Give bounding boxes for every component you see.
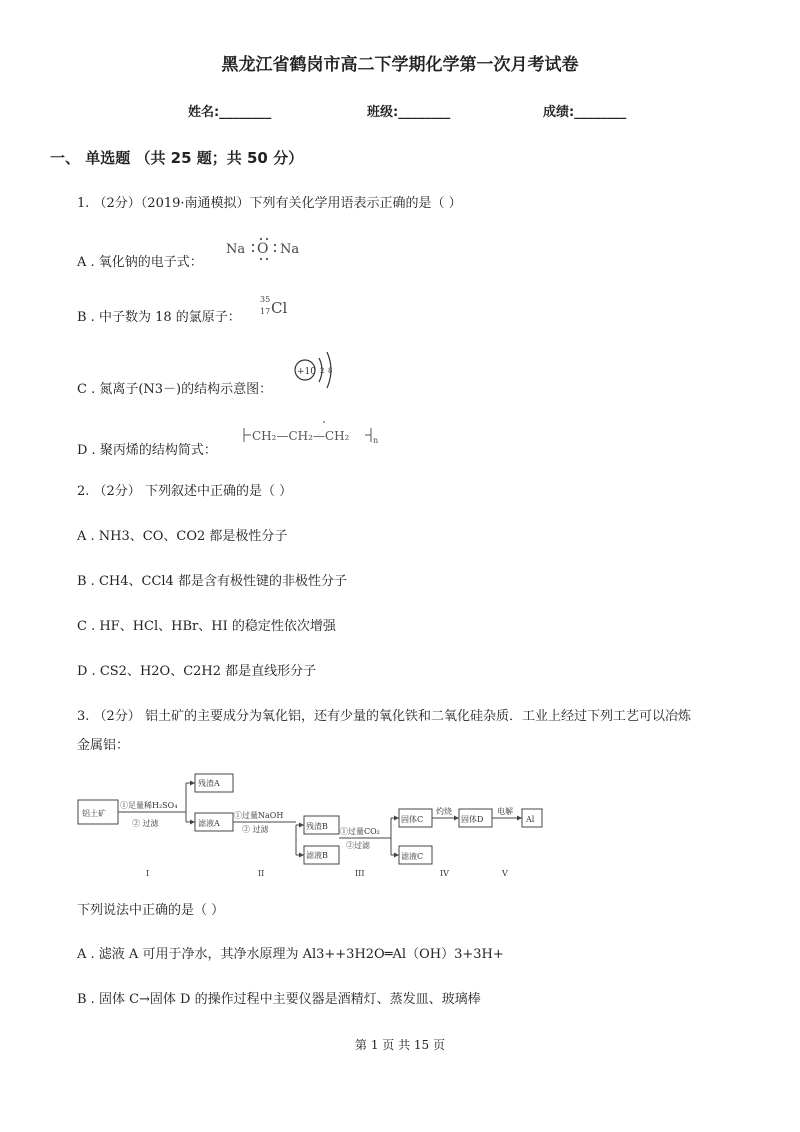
stage-ii: II (258, 869, 265, 878)
label-filtrate-c: 滤液C (401, 852, 424, 861)
label-residue-a: 残渣A (198, 779, 220, 788)
right-bracket (365, 428, 371, 442)
page-title: 黑龙江省鹤岗市高二下学期化学第一次月考试卷 (221, 55, 579, 75)
nitrogen-ion-structure-diagram (292, 348, 342, 392)
class-field: 班级:________ (367, 105, 451, 120)
shell-2-electrons: 8 (328, 367, 333, 375)
name-field: 姓名:________ (188, 105, 272, 120)
shell-1-electrons: 2 (320, 367, 325, 375)
polypropylene-formula (241, 418, 391, 452)
formula-na-right: Na (280, 242, 300, 257)
section-heading: 一、 单选题 （共 25 题；共 50 分） (50, 149, 304, 167)
q2-option-c: C . HF、HCl、HBr、HI 的稳定性依次增强 (77, 619, 336, 634)
formula-mark (323, 421, 325, 423)
q1-option-d: D . 聚丙烯的结构简式： (77, 443, 217, 458)
question-2-stem: 2. （2分） 下列叙述中正确的是（ ） (77, 484, 293, 499)
bauxite-process-flow-diagram (76, 768, 556, 880)
stage-v: V (502, 869, 508, 878)
question-1-stem: 1. （2分）（2019·南通模拟）下列有关化学用语表示正确的是（ ） (77, 196, 462, 211)
left-bracket (244, 428, 251, 442)
stage-i: I (146, 869, 150, 878)
q3-option-a: A . 滤液 A 可用于净水，其净水原理为 Al3++3H2O═Al（OH）3+3H+ (77, 947, 504, 962)
chlorine-isotope-notation (258, 292, 298, 320)
arrow-label-ignite: 灼烧 (436, 807, 452, 816)
label-filtrate-b: 滤液B (306, 851, 328, 860)
nucleus-charge: +10 (297, 367, 316, 377)
q2-option-a: A . NH3、CO、CO2 都是极性分子 (77, 529, 288, 544)
arrow-label-naoh: ①过量NaOH (234, 811, 284, 820)
label-solid-c: 固体C (401, 815, 424, 824)
mass-number: 35 (260, 295, 271, 304)
arrow-label-co2: ①过量CO₂ (340, 827, 380, 836)
score-field: 成绩:________ (543, 105, 627, 120)
label-bauxite: 铝土矿 (82, 809, 106, 818)
arrow-label-acid: ①足量稀H₂SO₄ (120, 801, 178, 810)
repeat-n: n (373, 436, 379, 445)
sodium-oxide-electron-formula (224, 236, 304, 262)
question-3-stem-line-2: 金属铝： (77, 738, 130, 753)
chlorine-symbol: Cl (271, 299, 288, 317)
q2-option-b: B . CH4、CCl4 都是含有极性键的非极性分子 (77, 574, 347, 589)
q2-option-d: D . CS2、H2O、C2H2 都是直线形分子 (77, 664, 317, 679)
q1-option-c: C . 氮离子(N3－)的结构示意图： (77, 382, 273, 397)
question-3-prompt: 下列说法中正确的是（ ） (77, 903, 225, 918)
formula-na-left: Na (226, 242, 246, 257)
arrow-label-electrolysis: 电解 (497, 807, 513, 816)
label-filtrate-a: 滤液A (198, 819, 220, 828)
q1-option-b: B . 中子数为 18 的氯原子： (77, 310, 241, 325)
page-footer: 第 1 页 共 15 页 (355, 1038, 445, 1052)
polymer-chain: CH₂—CH₂—CH₂ (252, 429, 350, 443)
label-solid-d: 固体D (461, 815, 484, 824)
question-3-stem-line-1: 3. （2分） 铝土矿的主要成分为氧化铝，还有少量的氧化铁和二氧化硅杂质．工业上经过下列工艺可以冶炼 (77, 709, 691, 724)
atomic-number: 17 (260, 307, 271, 316)
label-residue-b: 残渣B (306, 822, 328, 831)
q3-option-b: B . 固体 C→固体 D 的操作过程中主要仪器是酒精灯、蒸发皿、玻璃棒 (77, 992, 481, 1007)
q1-option-a: A . 氧化钠的电子式： (77, 255, 203, 270)
label-al: Al (526, 815, 535, 824)
formula-o: O (257, 241, 269, 257)
arrow-label-filter-1: ② 过滤 (132, 819, 159, 828)
stage-iii: III (355, 869, 365, 878)
stage-iv: IV (440, 869, 449, 878)
arrow-label-filter-3: ②过滤 (346, 841, 370, 850)
arrow-label-filter-2: ② 过滤 (242, 825, 269, 834)
